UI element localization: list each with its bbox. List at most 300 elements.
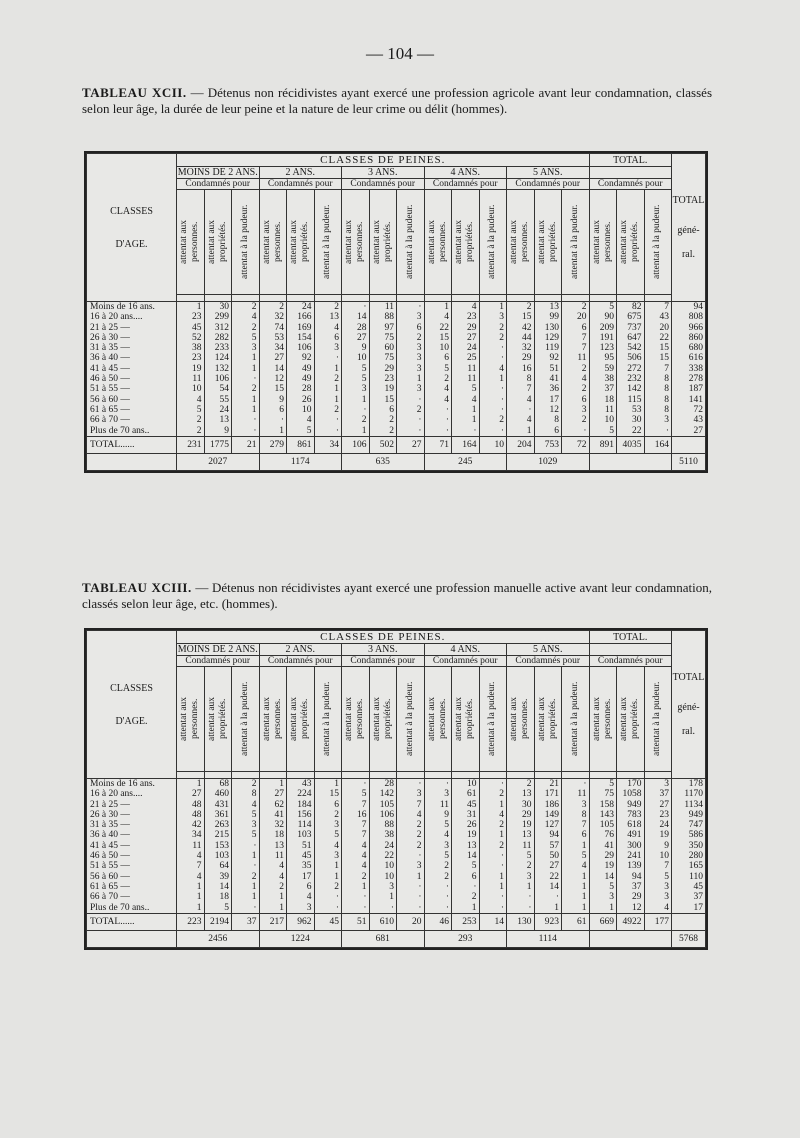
cell-value: 3: [314, 820, 342, 830]
cell-value: 60: [369, 343, 397, 353]
cell-value: ·: [424, 405, 452, 415]
cell-value: 5: [644, 872, 672, 882]
cell-value: ·: [424, 426, 452, 437]
cell-value: 13: [507, 789, 535, 799]
cell-value: 3: [397, 861, 425, 871]
group-sum: 681: [342, 930, 425, 947]
cell-value: 3: [397, 384, 425, 394]
cell-value: 184: [287, 800, 315, 810]
cell-value: 53: [259, 333, 287, 343]
cell-value: 1: [259, 892, 287, 902]
total-header: TOTAL.: [589, 154, 672, 167]
cell-value: 10: [644, 851, 672, 861]
cell-value: 23: [369, 374, 397, 384]
group-header: 4 ANS.: [424, 167, 507, 179]
age-label: 56 à 60 —: [87, 872, 177, 882]
cell-value: 119: [534, 343, 562, 353]
cell-value: 5: [507, 851, 535, 861]
table-row: [87, 415, 706, 425]
cell-value: 2: [479, 333, 507, 343]
cell-value: 7: [342, 800, 370, 810]
cell-value: ·: [479, 903, 507, 914]
cell-value: 62: [259, 800, 287, 810]
cell-value: 6: [369, 405, 397, 415]
cell-value: 1058: [617, 789, 645, 799]
cell-value: 165: [672, 861, 706, 871]
cell-value: 2: [479, 789, 507, 799]
total-value: 4035: [617, 436, 645, 453]
cell-value: 27: [452, 333, 480, 343]
total-value: 37: [232, 913, 260, 930]
cell-value: 10: [369, 872, 397, 882]
cell-value: 5: [177, 405, 205, 415]
cell-value: 1: [589, 903, 617, 914]
cell-value: 8: [644, 405, 672, 415]
cell-value: 312: [204, 323, 232, 333]
cell-value: 24: [452, 343, 480, 353]
cell-value: 3: [397, 353, 425, 363]
cell-value: 15: [369, 395, 397, 405]
cell-value: 6: [314, 800, 342, 810]
cell-value: 263: [204, 820, 232, 830]
cell-value: 43: [672, 415, 706, 425]
cell-value: 949: [672, 810, 706, 820]
dage-label: D'AGE.: [115, 715, 148, 727]
cell-value: 11: [259, 851, 287, 861]
cell-value: 7: [177, 861, 205, 871]
cell-value: 209: [589, 323, 617, 333]
group-header: 5 ANS.: [507, 167, 590, 179]
cell-value: 29: [452, 323, 480, 333]
cell-value: ·: [232, 861, 260, 871]
cell-value: 3: [397, 789, 425, 799]
cell-value: 178: [672, 779, 706, 790]
cell-value: 18: [259, 830, 287, 840]
offense-type-header: attentat à la pudeur.: [479, 190, 507, 295]
cell-value: ·: [232, 426, 260, 437]
offense-type-header: attentat à la pudeur.: [314, 190, 342, 295]
cell-value: 2: [424, 872, 452, 882]
cell-value: 11: [177, 374, 205, 384]
cell-value: 14: [342, 312, 370, 322]
group-sum: 1114: [507, 930, 590, 947]
cell-value: 1: [232, 851, 260, 861]
group-header: MOINS DE 2 ANS.: [177, 167, 258, 178]
cell-value: 4: [424, 395, 452, 405]
cell-value: 586: [672, 830, 706, 840]
cell-value: 3: [397, 343, 425, 353]
cell-value: 6: [424, 353, 452, 363]
group-header: 3 ANS.: [342, 644, 425, 656]
offense-type-header: attentat aux propriétés.: [452, 667, 480, 772]
cell-value: 22: [617, 426, 645, 437]
cell-value: 5: [204, 903, 232, 914]
cell-value: 11: [452, 374, 480, 384]
total-value: 204: [507, 436, 535, 453]
cell-value: 2: [177, 426, 205, 437]
cell-value: 27: [342, 333, 370, 343]
total-value: 962: [287, 913, 315, 930]
cell-value: 9: [204, 426, 232, 437]
cell-value: 23: [177, 312, 205, 322]
cell-value: 42: [177, 820, 205, 830]
offense-type-header: attentat à la pudeur.: [397, 667, 425, 772]
cell-value: 142: [369, 789, 397, 799]
total-value: 20: [397, 913, 425, 930]
cell-value: 10: [452, 779, 480, 790]
cell-value: 106: [369, 810, 397, 820]
cell-value: ·: [232, 415, 260, 425]
cell-value: 13: [507, 830, 535, 840]
cell-value: 6: [259, 405, 287, 415]
cell-value: 142: [617, 384, 645, 394]
cell-value: 1: [562, 882, 590, 892]
cell-value: 15: [507, 312, 535, 322]
cell-value: 42: [507, 323, 535, 333]
cell-value: 37: [644, 789, 672, 799]
cell-value: 1: [232, 353, 260, 363]
cell-value: 37: [617, 882, 645, 892]
cell-value: 1: [259, 426, 287, 437]
offense-type-header: attentat à la pudeur.: [479, 667, 507, 772]
age-label: Moins de 16 ans.: [87, 302, 177, 313]
group-sum-row: [87, 930, 706, 947]
total-group-spacer: [589, 167, 672, 179]
cell-value: 6: [562, 395, 590, 405]
cell-value: 27: [259, 789, 287, 799]
cell-value: 4: [177, 872, 205, 882]
total-value: 61: [562, 913, 590, 930]
table-row: [87, 395, 706, 405]
offense-type-header: attentat aux personnes.: [259, 667, 287, 772]
cell-value: 10: [342, 353, 370, 363]
condamnes-pour-header: Condamnés pour: [259, 656, 342, 667]
cell-value: 2: [397, 820, 425, 830]
cell-value: ·: [259, 415, 287, 425]
cell-value: 39: [204, 872, 232, 882]
cell-value: 38: [589, 374, 617, 384]
cell-value: 4: [259, 861, 287, 871]
page-number: — 104 —: [366, 44, 434, 63]
cell-value: 1: [232, 882, 260, 892]
age-label: 41 à 45 —: [87, 841, 177, 851]
cell-value: 139: [617, 861, 645, 871]
cell-value: 15: [424, 333, 452, 343]
cell-value: 32: [259, 820, 287, 830]
cell-value: 338: [672, 364, 706, 374]
cell-value: ·: [507, 903, 535, 914]
cell-value: 1: [177, 882, 205, 892]
cell-value: 6: [562, 323, 590, 333]
cell-value: 675: [617, 312, 645, 322]
cell-value: 127: [534, 820, 562, 830]
cell-value: 1: [259, 779, 287, 790]
cell-value: 1: [562, 892, 590, 902]
group-header: 2 ANS.: [259, 167, 342, 179]
cell-value: 23: [644, 810, 672, 820]
cell-value: 7: [644, 861, 672, 871]
age-label: 31 à 35 —: [87, 820, 177, 830]
cell-value: 76: [589, 830, 617, 840]
total-value: 51: [342, 913, 370, 930]
table-row: [87, 820, 706, 830]
total-value: 861: [287, 436, 315, 453]
cell-value: 282: [204, 333, 232, 343]
cell-value: 132: [204, 364, 232, 374]
cell-value: 232: [617, 374, 645, 384]
total-value: 177: [644, 913, 672, 930]
cell-value: 1: [424, 302, 452, 313]
cell-value: 2: [314, 810, 342, 820]
cell-value: 123: [589, 343, 617, 353]
cell-value: 27: [177, 789, 205, 799]
age-label: Plus de 70 ans..: [87, 426, 177, 437]
cell-value: 6: [314, 333, 342, 343]
total-value: 223: [177, 913, 205, 930]
classes-label: CLASSES: [110, 205, 153, 217]
cell-value: 2: [232, 779, 260, 790]
offense-type-header: attentat aux personnes.: [507, 190, 535, 295]
cell-value: 431: [204, 800, 232, 810]
cell-value: 9: [342, 343, 370, 353]
cell-value: 49: [287, 364, 315, 374]
cell-value: ·: [397, 395, 425, 405]
table-92-title: [82, 85, 712, 117]
cell-value: 8: [232, 789, 260, 799]
cell-value: 1: [397, 872, 425, 882]
cell-value: 103: [287, 830, 315, 840]
cell-value: ·: [562, 779, 590, 790]
cell-value: 1: [314, 861, 342, 871]
table-92-label: TABLEAU XCII.: [82, 85, 187, 100]
cell-value: 27: [534, 861, 562, 871]
cell-value: 68: [204, 779, 232, 790]
table-92: [84, 151, 708, 473]
cell-value: ·: [479, 353, 507, 363]
table-93-label: TABLEAU XCIII.: [82, 580, 192, 595]
cell-value: 4: [507, 415, 535, 425]
age-label: 36 à 40 —: [87, 830, 177, 840]
cell-value: 72: [672, 405, 706, 415]
cell-value: 7: [397, 800, 425, 810]
cell-value: ·: [424, 779, 452, 790]
cell-value: 4: [314, 841, 342, 851]
cell-value: ·: [424, 882, 452, 892]
offense-type-header: attentat aux personnes.: [424, 667, 452, 772]
cell-value: 4: [314, 323, 342, 333]
cell-value: ·: [479, 851, 507, 861]
cell-value: 506: [617, 353, 645, 363]
cell-value: 8: [534, 415, 562, 425]
cell-value: 27: [259, 353, 287, 363]
cell-value: ·: [424, 892, 452, 902]
statistics-table: [86, 630, 706, 948]
total-row: [87, 913, 706, 930]
cell-value: 6: [397, 323, 425, 333]
cell-value: 45: [452, 800, 480, 810]
cell-value: 3: [589, 892, 617, 902]
age-label: 26 à 30 —: [87, 333, 177, 343]
total-value: 923: [534, 913, 562, 930]
cell-value: 1: [314, 779, 342, 790]
cell-value: 115: [617, 395, 645, 405]
cell-value: 29: [617, 892, 645, 902]
table-row: [87, 903, 706, 914]
total-value: 130: [507, 913, 535, 930]
cell-value: 48: [177, 800, 205, 810]
cell-value: 45: [287, 851, 315, 861]
cell-value: 747: [672, 820, 706, 830]
offense-type-header: attentat aux personnes.: [424, 190, 452, 295]
cell-value: 103: [204, 851, 232, 861]
cell-value: 2: [232, 302, 260, 313]
cell-value: ·: [507, 892, 535, 902]
cell-value: 2: [232, 323, 260, 333]
age-label: 61 à 65 —: [87, 405, 177, 415]
cell-value: 9: [424, 810, 452, 820]
cell-value: ·: [314, 426, 342, 437]
condamnes-pour-header: Condamnés pour: [507, 656, 590, 667]
cell-value: 191: [589, 333, 617, 343]
cell-value: ·: [342, 892, 370, 902]
cell-value: 29: [369, 364, 397, 374]
cell-value: ·: [342, 779, 370, 790]
cell-value: 187: [672, 384, 706, 394]
cell-value: 300: [617, 841, 645, 851]
age-label: 61 à 65 —: [87, 882, 177, 892]
cell-value: 14: [534, 882, 562, 892]
cell-value: 13: [314, 312, 342, 322]
cell-value: 32: [507, 343, 535, 353]
cell-value: 143: [589, 810, 617, 820]
age-label: 21 à 25 —: [87, 800, 177, 810]
cell-value: 4: [424, 830, 452, 840]
cell-value: ·: [314, 892, 342, 902]
cell-value: ·: [452, 882, 480, 892]
cell-value: 95: [589, 353, 617, 363]
cell-value: ·: [479, 395, 507, 405]
cell-value: 1: [479, 302, 507, 313]
total-value: 164: [644, 436, 672, 453]
offense-type-header: attentat à la pudeur.: [562, 667, 590, 772]
age-label: 46 à 50 —: [87, 374, 177, 384]
cell-value: 48: [177, 810, 205, 820]
cell-value: 44: [507, 333, 535, 343]
cell-value: ·: [424, 903, 452, 914]
cell-value: 2: [314, 882, 342, 892]
cell-value: 4: [452, 302, 480, 313]
cell-value: 10: [287, 405, 315, 415]
cell-value: 43: [287, 779, 315, 790]
cell-value: 8: [644, 384, 672, 394]
age-class-header: [87, 154, 177, 302]
table-93: [84, 628, 708, 950]
cell-value: 2: [479, 415, 507, 425]
cell-value: 2: [177, 415, 205, 425]
cell-value: 170: [617, 779, 645, 790]
cell-value: 1: [177, 779, 205, 790]
table-row: [87, 810, 706, 820]
cell-value: 1: [507, 882, 535, 892]
cell-value: 2: [342, 415, 370, 425]
cell-value: 50: [534, 851, 562, 861]
cell-value: 1: [479, 800, 507, 810]
dage-label: D'AGE.: [115, 238, 148, 250]
total-value: 279: [259, 436, 287, 453]
cell-value: 2: [562, 364, 590, 374]
cell-value: 16: [342, 810, 370, 820]
age-label: 56 à 60 —: [87, 395, 177, 405]
cell-value: 17: [534, 395, 562, 405]
cell-value: ·: [314, 353, 342, 363]
table-row: [87, 374, 706, 384]
table-row: [87, 841, 706, 851]
cell-value: 36: [534, 384, 562, 394]
cell-value: 7: [562, 343, 590, 353]
cell-value: 647: [617, 333, 645, 343]
cell-value: 34: [177, 830, 205, 840]
cell-value: 1: [177, 903, 205, 914]
cell-value: 15: [314, 789, 342, 799]
cell-value: 129: [534, 333, 562, 343]
cell-value: 8: [644, 374, 672, 384]
cell-value: 34: [259, 343, 287, 353]
cell-value: 24: [644, 820, 672, 830]
cell-value: 1: [479, 872, 507, 882]
cell-value: 1: [177, 892, 205, 902]
cell-value: 1: [342, 395, 370, 405]
cell-value: 618: [617, 820, 645, 830]
group-sum-row: [87, 453, 706, 470]
total-general-header: TOTAL géné- ral.: [672, 154, 706, 302]
cell-value: 5: [232, 810, 260, 820]
cell-value: ·: [397, 851, 425, 861]
table-row: [87, 333, 706, 343]
cell-value: ·: [342, 302, 370, 313]
cell-value: 1: [314, 384, 342, 394]
cell-value: 3: [287, 903, 315, 914]
total-label: TOTAL......: [87, 436, 177, 453]
cell-value: 61: [452, 789, 480, 799]
cell-value: 28: [369, 779, 397, 790]
cell-value: 2: [369, 426, 397, 437]
cell-value: 3: [562, 405, 590, 415]
total-value: 610: [369, 913, 397, 930]
cell-value: 10: [424, 343, 452, 353]
group-header: MOINS DE 2 ANS.: [177, 644, 258, 655]
cell-value: 2: [452, 892, 480, 902]
cell-value: 3: [314, 851, 342, 861]
age-label: 46 à 50 —: [87, 851, 177, 861]
cell-value: 19: [452, 830, 480, 840]
cell-value: 783: [617, 810, 645, 820]
cell-value: ·: [534, 892, 562, 902]
total-value: 72: [562, 436, 590, 453]
cell-value: 949: [617, 800, 645, 810]
cell-value: 3: [342, 384, 370, 394]
cell-value: 124: [204, 353, 232, 363]
cell-value: 15: [644, 353, 672, 363]
cell-value: 12: [534, 405, 562, 415]
cell-value: 2: [562, 415, 590, 425]
cell-value: 8: [562, 810, 590, 820]
cell-value: 5: [314, 830, 342, 840]
cell-value: 1: [479, 882, 507, 892]
cell-value: 2: [507, 302, 535, 313]
cell-value: 4: [342, 841, 370, 851]
cell-value: 22: [534, 872, 562, 882]
group-sum: 1029: [507, 453, 590, 470]
